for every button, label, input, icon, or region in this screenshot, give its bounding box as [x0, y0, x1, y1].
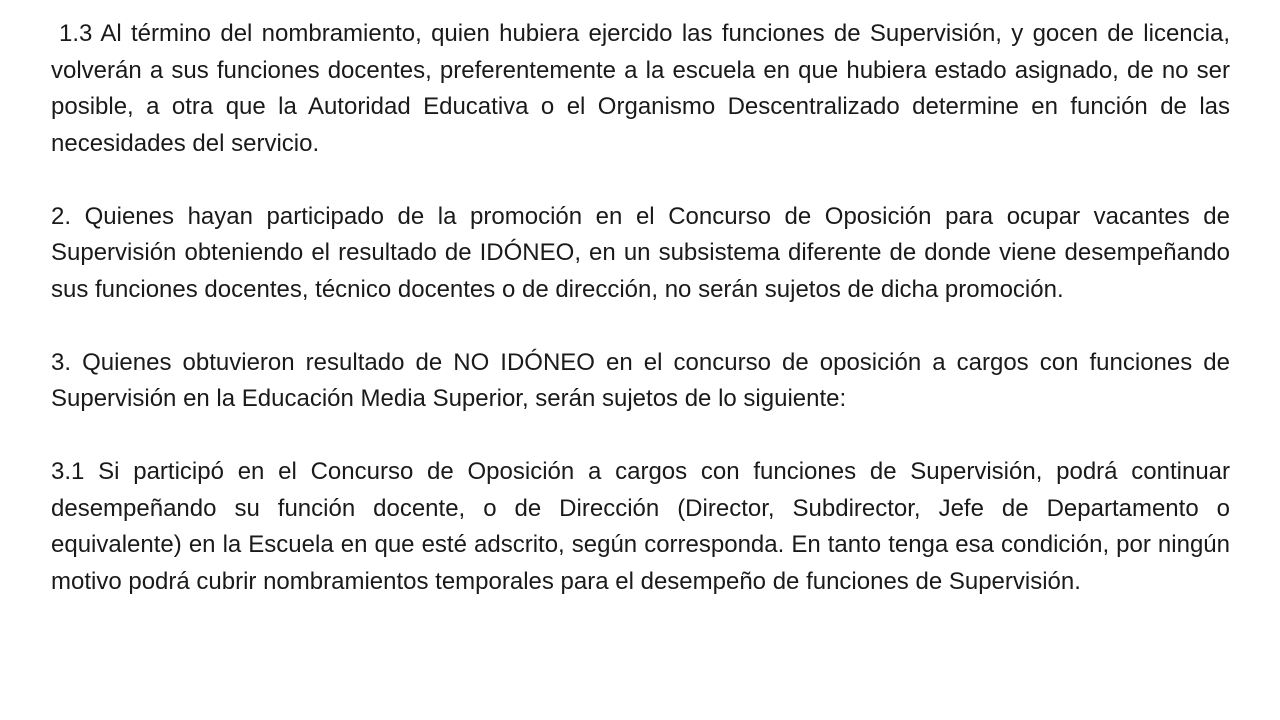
paragraph-1-3: 1.3 Al término del nombramiento, quien hubiera ejercido las funciones de Supervisión, y gocen de licencia, volverán a sus funciones docentes, preferentemente a la escuela en que hubiera estado asignado, de no ser posible, a otra que la Autoridad Educativa o el Organismo Descentralizado determine en función de las necesidades del servicio. — [51, 20, 1230, 157]
document-body — [51, 16, 1230, 600]
paragraph-2: 2. Quienes hayan participado de la promoción en el Concurso de Oposición para ocupar vacantes de Supervisión obteniendo el resultado de IDÓNEO, en un subsistema diferente de donde viene desempeñando sus funciones docentes, técnico docentes o de dirección, no serán sujetos de dicha promoción. — [51, 202, 1230, 303]
paragraph-3: 3. Quienes obtuvieron resultado de NO IDÓNEO en el concurso de oposición a cargos con funciones de Supervisión en la Educación Media Superior, serán sujetos de lo siguiente: — [51, 348, 1230, 412]
paragraph-3-1: 3.1 Si participó en el Concurso de Oposición a cargos con funciones de Supervisión, podrá continuar desempeñando su función docente, o de Dirección (Director, Subdirector, Jefe de Departamento o equivalente) en la Escuela en que esté adscrito, según corresponda. En tanto tenga esa condición, por ningún motivo podrá cubrir nombramientos temporales para el desempeño de funciones de Supervisión. — [51, 458, 1230, 595]
